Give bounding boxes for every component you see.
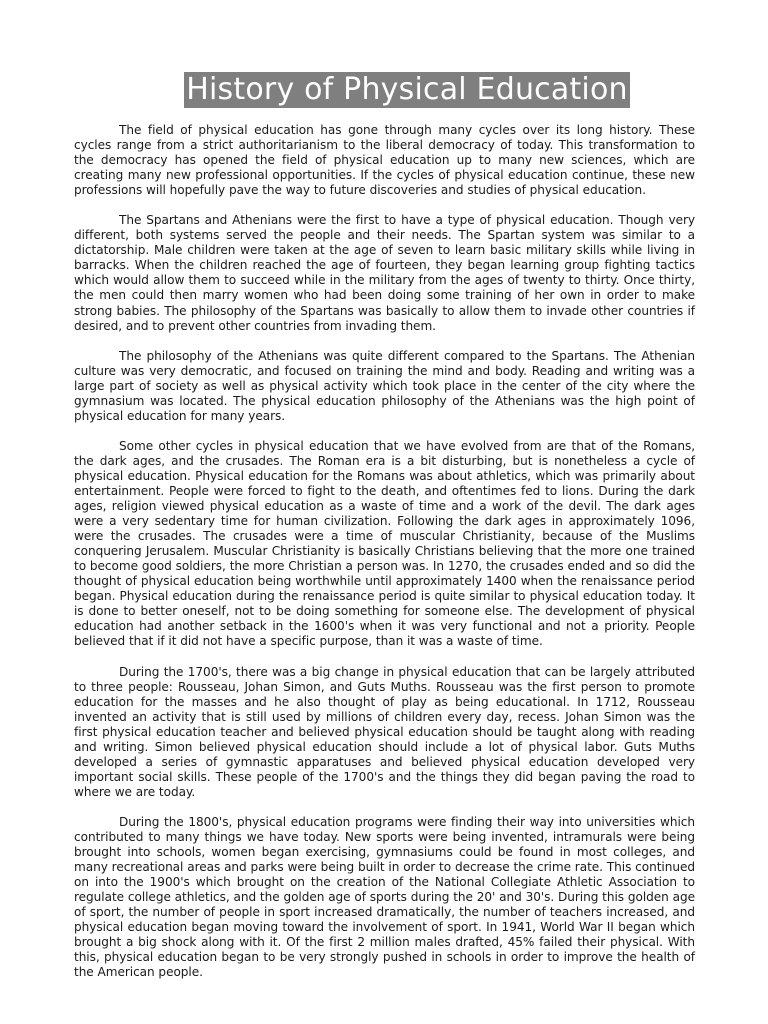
paragraph-romans-dark-ages: Some other cycles in physical education that we have evolved from are that of the Romans, the dark ages, and the crusades. The Roman era is a bit disturbing, but is nonetheless a cycle of physical education. Physical education for the Romans was about athletics, which was primarily about entertainment. People were forced to fight to the death, and oftentimes fed to lions. During the dark ages, religion viewed physical education as a waste of time and a work of the devil. The dark ages were a very sedentary time for human civilization. Following the dark ages in approximately 1096, were the crusades. The crusades were a time of muscular Christianity, because of the Muslims conquering Jerusalem. Muscular Christianity is basically Christians believing that the more one trained to become good soldiers, the more Christian a person was. In 1270, the crusades ended and so did the thought of physical education being worthwhile until approximately 1400 when the renaissance period began. Physical education during the renaissance period is quite similar to physical education today. It is done to better oneself, not to be doing something for someone else. The development of physical education had another setback in the 1600's when it was very functional and not a priority. People believed that if it did not have a specific purpose, than it was a waste of time. [74,438,695,649]
paragraph-spartans: The Spartans and Athenians were the first to have a type of physical education. Though very different, both systems served the people and their needs. The Spartan system was similar to a dictatorship. Male children were taken at the age of seven to learn basic military skills while living in barracks. When the children reached the age of fourteen, they began learning group fighting tactics which would allow them to succeed while in the military from the ages of twenty to thirty. Once thirty, the men could then marry women who had been doing some training of her own in order to make strong babies. The philosophy of the Spartans was basically to allow them to invade other countries if desired, and to prevent other countries from invading them. [74,213,695,333]
paragraph-1700s: During the 1700's, there was a big change in physical education that can be largely attributed to three people: Rousseau, Johan Simon, and Guts Muths. Rousseau was the first person to promote education for the masses and he also thought of play as being educational. In 1712, Rousseau invented an activity that is still used by millions of children every day, recess. Johan Simon was the first physical education teacher and believed physical education should be taught along with reading and writing. Simon believed physical education should include a lot of physical labor. Guts Muths developed a series of gymnastic apparatuses and believed physical education developed very important social skills. These people of the 1700's and the things they did began paving the road to where we are today. [74,664,695,799]
paragraph-intro: The field of physical education has gone through many cycles over its long history. These cycles range from a strict authoritarianism to the liberal democracy of today. This transformation to the democracy has opened the field of physical education up to many new sciences, which are creating many new professional opportunities. If the cycles of physical education continue, these new professions will hopefully pave the way to future discoveries and studies of physical education. [74,123,695,198]
document-title: History of Physical Education [186,72,628,107]
document-body [74,123,695,995]
paragraph-1800s: During the 1800's, physical education programs were finding their way into universities which contributed to many things we have today. New sports were being invented, intramurals were being brought into schools, women began exercising, gymnasiums could be found in most colleges, and many recreational areas and parks were being built in order to decrease the crime rate. This continued on into the 1900's which brought on the creation of the National Collegiate Athletic Association to regulate college athletics, and the golden age of sports during the 20' and 30's. During this golden age of sport, the number of people in sport increased dramatically, the number of teachers increased, and physical education began moving toward the involvement of sport. In 1941, World War II began which brought a big shock along with it. Of the first 2 million males drafted, 45% failed their physical. With this, physical education began to be very strongly pushed in schools in order to improve the health of the American people. [74,814,695,980]
title-container [0,72,768,108]
paragraph-athenians: The philosophy of the Athenians was quite different compared to the Spartans. The Athenian culture was very democratic, and focused on training the mind and body. Reading and writing was a large part of society as well as physical activity which took place in the center of the city where the gymnasium was located. The physical education philosophy of the Athenians was the high point of physical education for many years. [74,348,695,423]
